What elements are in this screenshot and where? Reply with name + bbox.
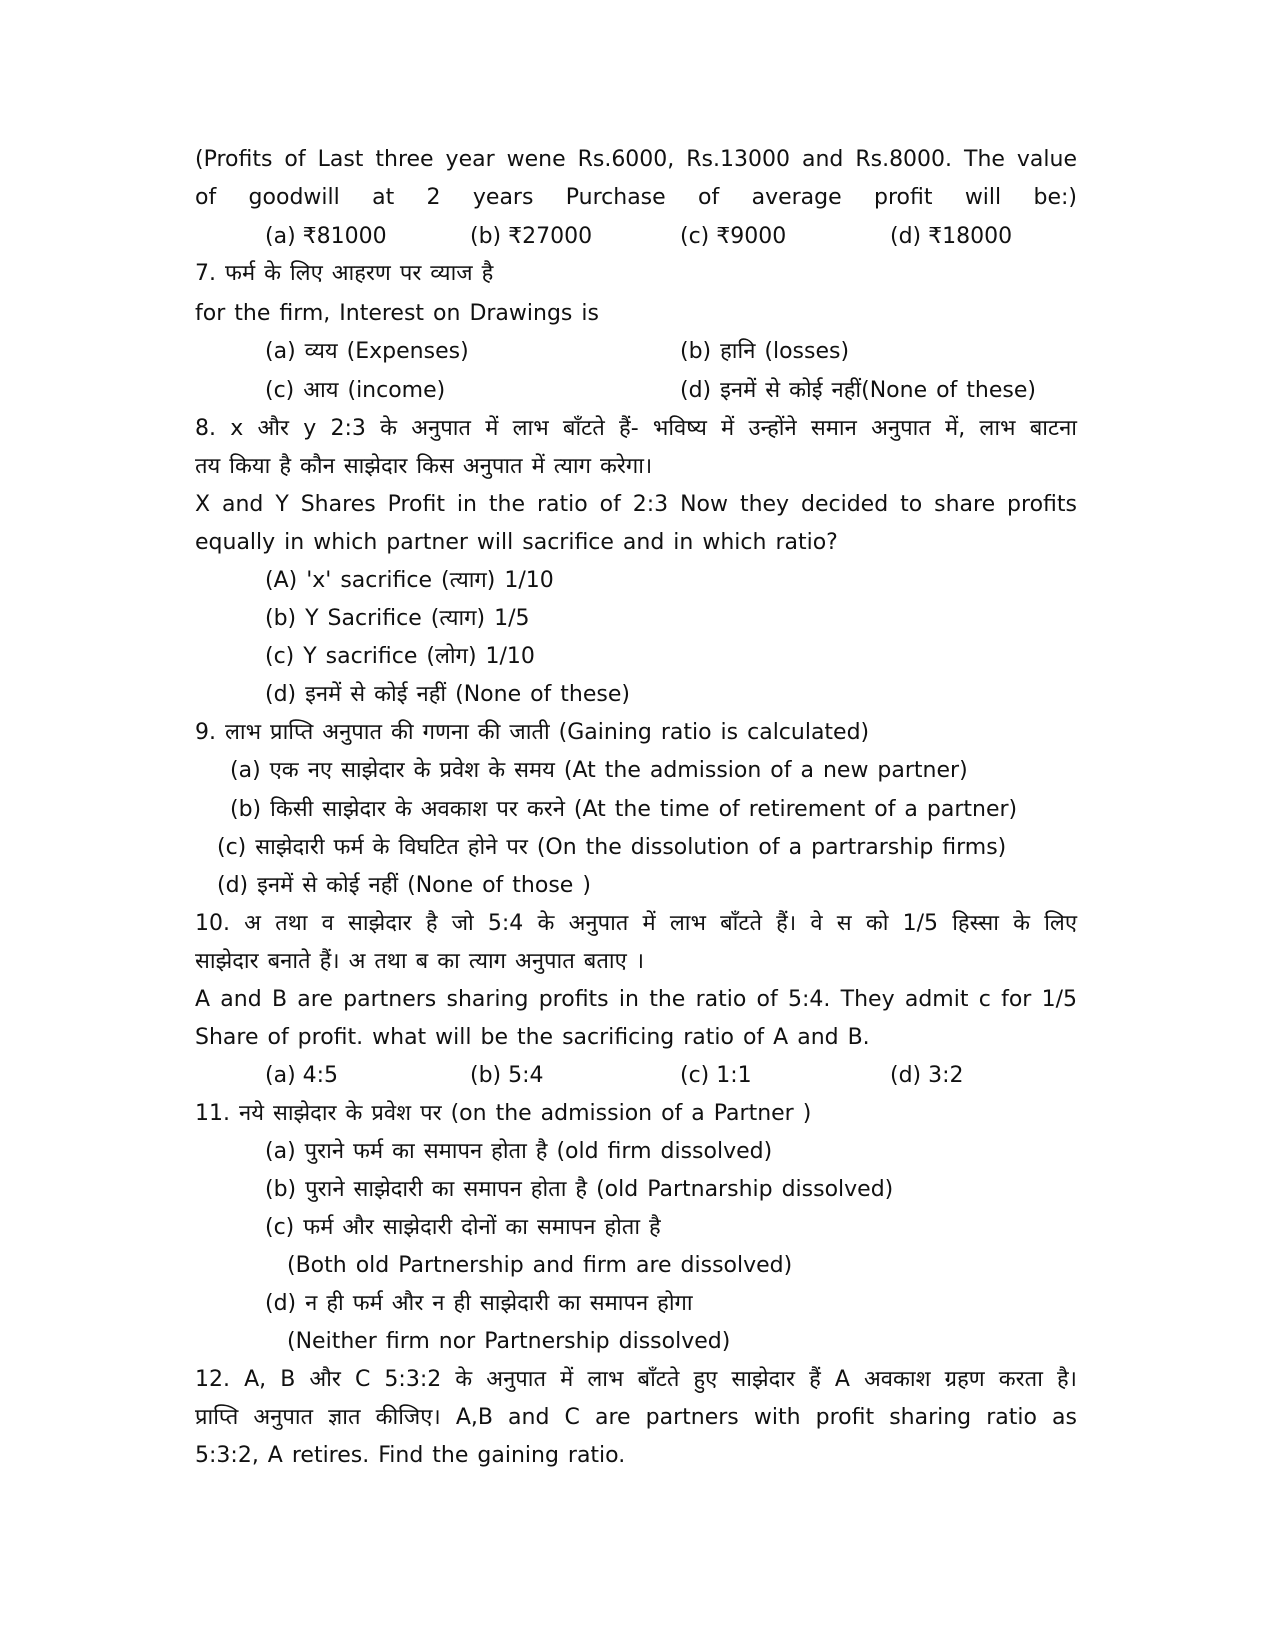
q6-line-1: (Profits of Last three year wene Rs.6000, Rs.13000 and Rs.8000. The value xyxy=(195,147,1077,172)
q9-question: 9. लाभ प्राप्ति अनुपात की गणना की जाती (Gaining ratio is calculated) xyxy=(195,720,870,745)
q11-question: 11. नये साझेदार के प्रवेश पर (on the admission of a Partner ) xyxy=(195,1101,812,1126)
q11-option-c-english: (Both old Partnership and firm are dissolved) xyxy=(287,1253,793,1278)
q7-option-b: (b) हानि (losses) xyxy=(680,339,850,364)
q6-option-b: (b) ₹27000 xyxy=(470,224,593,249)
q6-line-2: of goodwill at 2 years Purchase of average profit will be:) xyxy=(195,185,1077,210)
q10-option-a: (a) 4:5 xyxy=(265,1063,339,1088)
q8-option-a: (A) 'x' sacrifice (त्याग) 1/10 xyxy=(265,568,554,593)
q12-line-1: 12. A, B और C 5:3:2 के अनुपात में लाभ बाँटते हुए साझेदार हैं A अवकाश ग्रहण करता है। xyxy=(195,1367,1077,1392)
q7-option-d: (d) इनमें से कोई नहीं(None of these) xyxy=(680,378,1036,403)
q6-option-c: (c) ₹9000 xyxy=(680,224,787,249)
q9-option-c: (c) साझेदारी फर्म के विघटित होने पर (On the dissolution of a partrarship firms) xyxy=(217,835,1007,860)
q10-option-c: (c) 1:1 xyxy=(680,1063,752,1088)
q11-option-b: (b) पुराने साझेदारी का समापन होता है (old Partnarship dissolved) xyxy=(265,1177,894,1202)
q6-option-d: (d) ₹18000 xyxy=(890,224,1013,249)
q10-hindi-line-1: 10. अ तथा व साझेदार है जो 5:4 के अनुपात में लाभ बाँटते हैं। वे स को 1/5 हिस्सा के लिए xyxy=(195,911,1077,936)
q10-hindi-line-2: साझेदार बनाते हैं। अ तथा ब का त्याग अनुपात बताए । xyxy=(195,949,645,974)
q8-option-d: (d) इनमें से कोई नहीं (None of these) xyxy=(265,682,630,707)
q9-option-d: (d) इनमें से कोई नहीं (None of those ) xyxy=(217,873,591,898)
q7-option-a: (a) व्यय (Expenses) xyxy=(265,339,469,364)
q7-option-c: (c) आय (income) xyxy=(265,378,446,403)
q7-question-hindi: 7. फर्म के लिए आहरण पर व्याज है xyxy=(195,261,494,286)
q12-line-3: 5:3:2, A retires. Find the gaining ratio. xyxy=(195,1443,626,1468)
q10-english-line-1: A and B are partners sharing profits in the ratio of 5:4. They admit c for 1/5 xyxy=(195,987,1077,1012)
q11-option-c: (c) फर्म और साझेदारी दोनों का समापन होता है xyxy=(265,1215,661,1240)
q11-option-a: (a) पुराने फर्म का समापन होता है (old firm dissolved) xyxy=(265,1139,773,1164)
q8-english-line-2: equally in which partner will sacrifice and in which ratio? xyxy=(195,530,838,555)
q8-english-line-1: X and Y Shares Profit in the ratio of 2:3 Now they decided to share profits xyxy=(195,492,1077,517)
q8-hindi-line-2: तय किया है कौन साझेदार किस अनुपात में त्याग करेगा। xyxy=(195,454,653,479)
q9-option-a: (a) एक नए साझेदार के प्रवेश के समय (At the admission of a new partner) xyxy=(230,758,968,783)
q7-question-english: for the firm, Interest on Drawings is xyxy=(195,301,599,326)
q11-option-d-english: (Neither firm nor Partnership dissolved) xyxy=(287,1329,731,1354)
q9-option-b: (b) किसी साझेदार के अवकाश पर करने (At the time of retirement of a partner) xyxy=(230,797,1018,822)
q10-english-line-2: Share of profit. what will be the sacrificing ratio of A and B. xyxy=(195,1025,870,1050)
q8-hindi-line-1: 8. x और y 2:3 के अनुपात में लाभ बाँटते हैं- भविष्य में उन्होंने समान अनुपात में, लाभ बाटना xyxy=(195,416,1077,441)
q8-option-c: (c) Y sacrifice (लोग) 1/10 xyxy=(265,644,535,669)
q8-option-b: (b) Y Sacrifice (त्याग) 1/5 xyxy=(265,606,530,631)
q10-option-b: (b) 5:4 xyxy=(470,1063,544,1088)
q10-option-d: (d) 3:2 xyxy=(890,1063,964,1088)
q6-option-a: (a) ₹81000 xyxy=(265,224,387,249)
q11-option-d: (d) न ही फर्म और न ही साझेदारी का समापन होगा xyxy=(265,1291,693,1316)
q12-line-2: प्राप्ति अनुपात ज्ञात कीजिए। A,B and C are partners with profit sharing ratio as xyxy=(195,1405,1077,1430)
